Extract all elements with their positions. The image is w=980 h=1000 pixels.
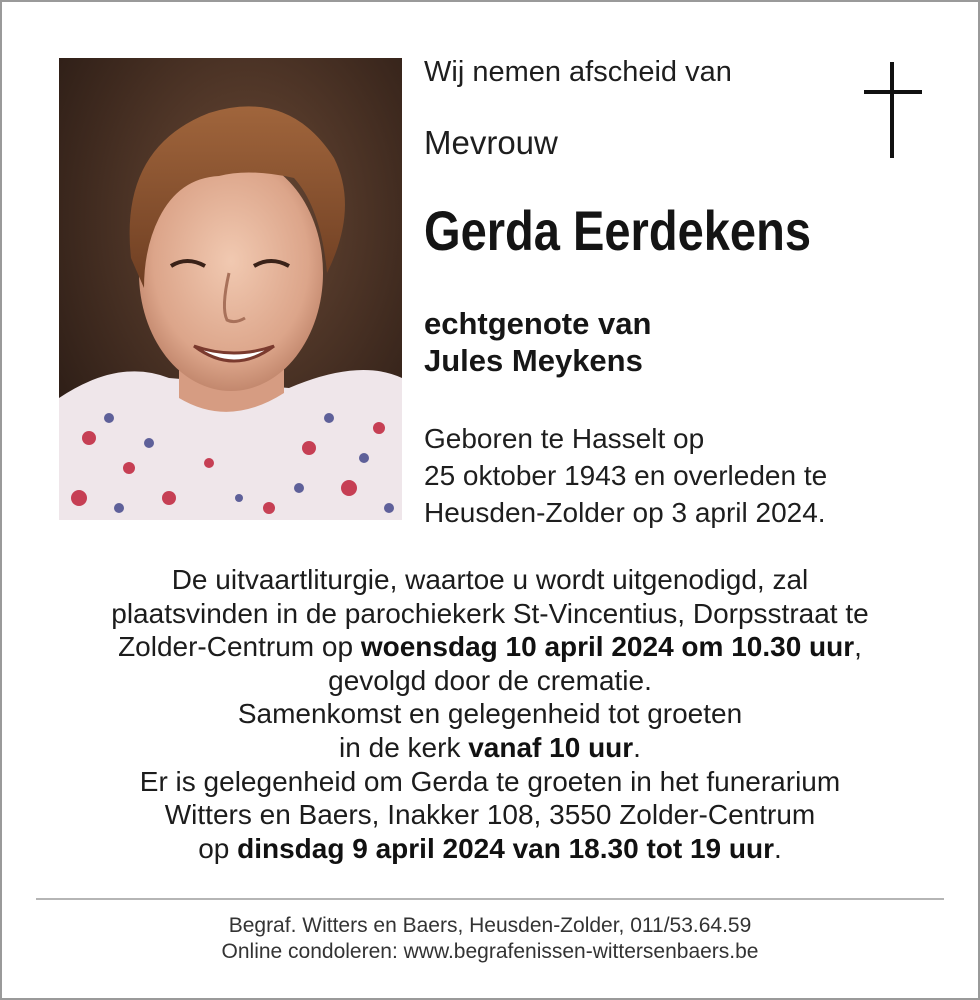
ceremony-line: plaatsvinden in de parochiekerk St-Vincentius, Dorpsstraat te <box>111 597 869 629</box>
ceremony-text: . <box>774 832 782 864</box>
portrait-photo <box>59 58 402 520</box>
birth-line: 25 oktober 1943 en overleden te <box>424 460 828 491</box>
ceremony-details <box>0 563 980 865</box>
deceased-name: Gerda Eerdekens <box>424 199 811 262</box>
ceremony-line <box>0 731 980 765</box>
ceremony-text: in de kerk <box>339 731 469 763</box>
ceremony-text: op <box>198 832 238 864</box>
birth-death-info <box>424 420 827 531</box>
honorific: Mevrouw <box>424 124 558 161</box>
ceremony-line: Samenkomst en gelegenheid tot groeten <box>237 698 743 730</box>
intro-text: Wij nemen afscheid van <box>424 56 732 88</box>
ceremony-text: , <box>854 631 862 663</box>
ceremony-line <box>0 630 980 664</box>
ceremony-text: Zolder-Centrum op <box>118 631 361 663</box>
birth-line: Heusden-Zolder op 3 april 2024. <box>424 497 826 528</box>
ceremony-text: . <box>633 731 641 763</box>
ceremony-line: Er is gelegenheid om Gerda te groeten in het funerarium <box>139 765 841 797</box>
divider <box>36 898 944 900</box>
cross-icon <box>864 62 922 158</box>
gathering-time: vanaf 10 uur <box>468 731 634 763</box>
funeral-date: woensdag 10 april 2024 om 10.30 uur <box>360 631 855 663</box>
spouse-name: Jules Meykens <box>424 343 643 378</box>
ceremony-line <box>0 832 980 866</box>
ceremony-line: gevolgd door de crematie. <box>328 664 652 696</box>
funeral-home-contact: Begraf. Witters en Baers, Heusden-Zolder, 011/53.64.59 <box>228 914 752 937</box>
ceremony-line: Witters en Baers, Inakker 108, 3550 Zolder-Centrum <box>164 799 816 831</box>
spouse-block <box>424 305 651 379</box>
condolence-website: Online condoleren: www.begrafenissen-wittersenbaers.be <box>221 940 759 963</box>
spouse-prefix: echtgenote van <box>424 306 652 341</box>
ceremony-line: De uitvaartliturgie, waartoe u wordt uitgenodigd, zal <box>171 564 809 595</box>
visitation-time: dinsdag 9 april 2024 van 18.30 tot 19 uur <box>237 832 775 864</box>
footer <box>0 913 980 965</box>
birth-line: Geboren te Hasselt op <box>424 423 705 454</box>
